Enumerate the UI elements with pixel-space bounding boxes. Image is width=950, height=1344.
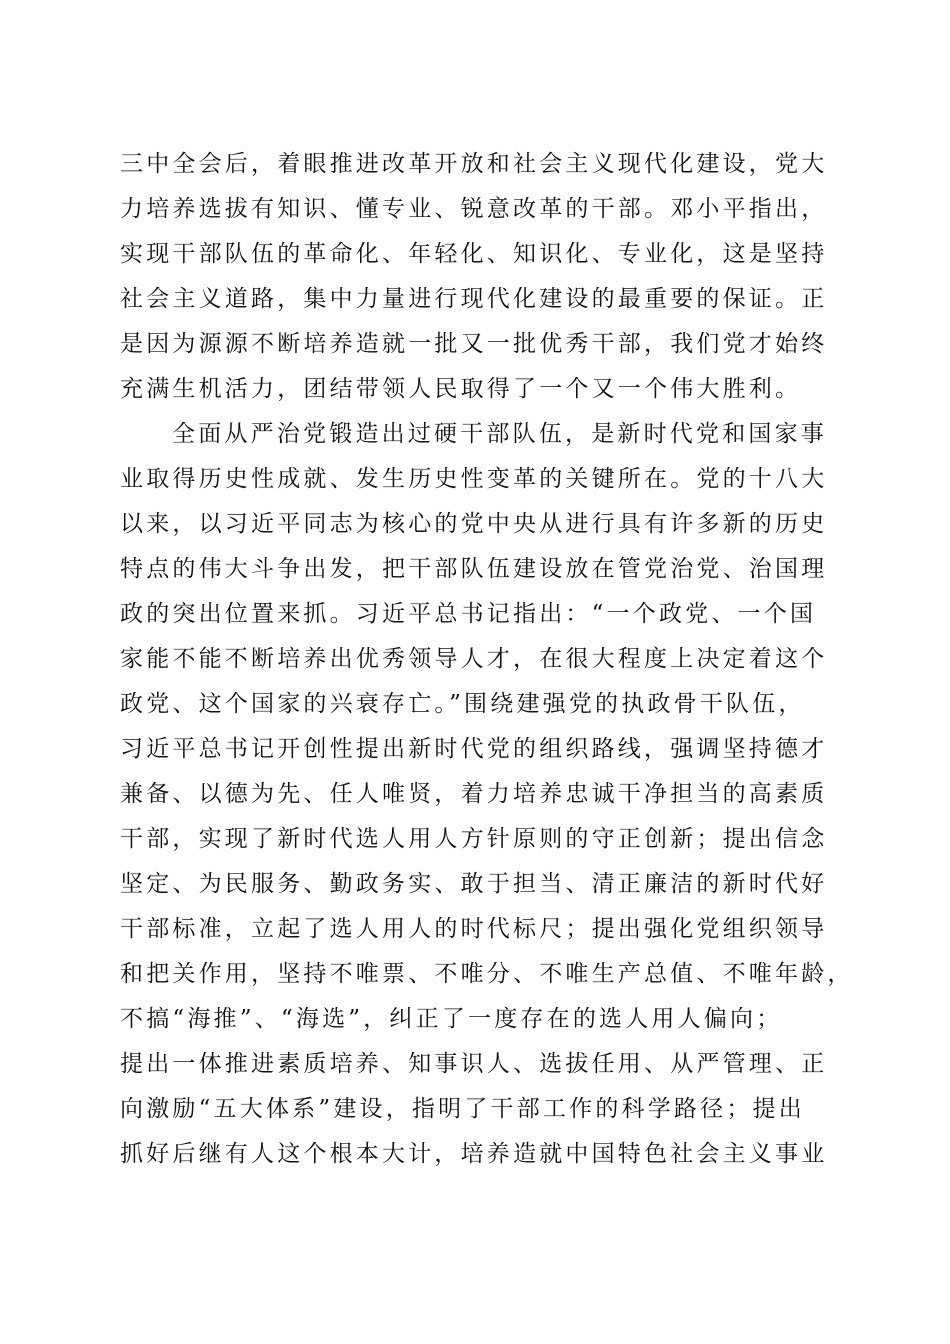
text-line: 家能不能不断培养出优秀领导人才，在很大程度上决定着这个 [120,646,828,672]
text-line: 提出一体推进素质培养、知事识人、选拔任用、从严管理、正 [120,1051,828,1077]
text-line: 兼备、以德为先、任人唯贤，着力培养忠诚干净担当的高素质 [120,781,828,807]
text-line: 不搞“海推”、“海选”，纠正了一度存在的选人用人偏向； [120,1006,783,1032]
text-line: 特点的伟大斗争出发，把干部队伍建设放在管党治党、治国理 [120,556,828,582]
text-line: 以来，以习近平同志为核心的党中央从进行具有许多新的历史 [120,511,828,537]
paragraph-1 [120,142,830,412]
text-line: 三中全会后，着眼推进改革开放和社会主义现代化建设，党大 [120,151,828,177]
text-line: 政的突出位置来抓。习近平总书记指出：“一个政党、一个国 [120,601,817,627]
text-line: 力培养选拔有知识、懂专业、锐意改革的干部。邓小平指出， [120,196,828,222]
text-line: 充满生机活力，团结带领人民取得了一个又一个伟大胜利。 [120,376,802,402]
paragraph-2 [120,412,854,1177]
text-line: 抓好后继有人这个根本大计，培养造就中国特色社会主义事业 [120,1141,828,1167]
text-line: 和把关作用，坚持不唯票、不唯分、不唯生产总值、不唯年龄， [120,961,854,987]
text-line: 习近平总书记开创性提出新时代党的组织路线，强调坚持德才 [120,736,828,762]
text-line: 向激励“五大体系”建设，指明了干部工作的科学路径；提出 [120,1096,805,1122]
text-line: 业取得历史性成就、发生历史性变革的关键所在。党的十八大 [120,466,828,492]
text-line: 政党、这个国家的兴衰存亡。”围绕建强党的执政骨干队伍， [120,691,805,717]
text-line: 全面从严治党锻造出过硬干部队伍，是新时代党和国家事 [172,421,827,447]
text-line: 是因为源源不断培养造就一批又一批优秀干部，我们党才始终 [120,331,828,357]
body-text [120,142,854,1177]
text-line: 干部标准，立起了选人用人的时代标尺；提出强化党组织领导 [120,916,828,942]
text-line: 社会主义道路，集中力量进行现代化建设的最重要的保证。正 [120,286,828,312]
text-line: 实现干部队伍的革命化、年轻化、知识化、专业化，这是坚持 [120,241,828,267]
text-line: 坚定、为民服务、勤政务实、敢于担当、清正廉洁的新时代好 [120,871,828,897]
text-line: 干部，实现了新时代选人用人方针原则的守正创新；提出信念 [120,826,828,852]
